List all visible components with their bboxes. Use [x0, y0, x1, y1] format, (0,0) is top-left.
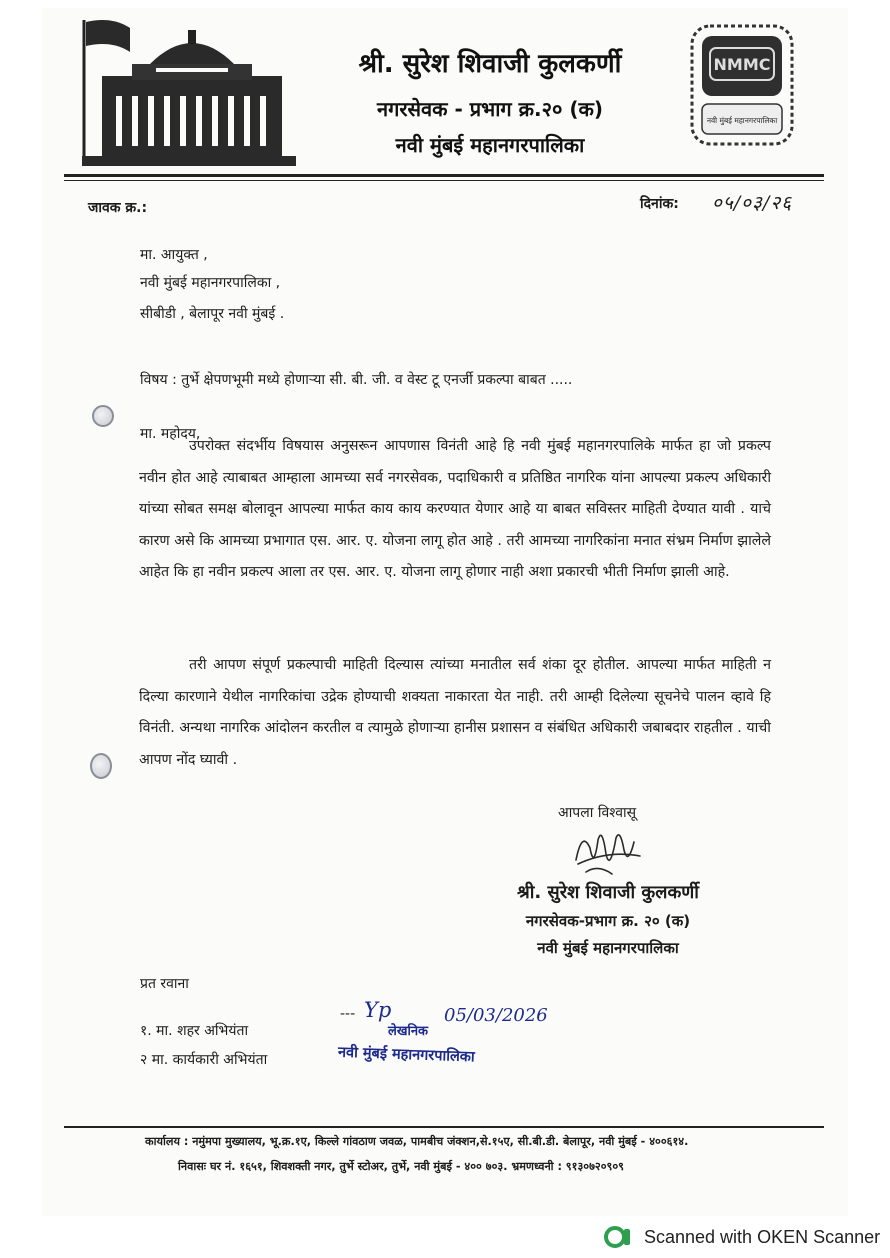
- stamp-received-date: 05/03/2026: [444, 1005, 548, 1026]
- stamp-corporation: नवी मुंबई महानगरपालिका: [337, 1044, 475, 1066]
- letterhead-corporation: नवी मुंबई महानगरपालिका: [395, 133, 585, 157]
- copy-to-item: २ मा. कार्यकारी अभियंता: [140, 1052, 268, 1068]
- addressee-line-3: सीबीडी , बेलापूर नवी मुंबई .: [140, 306, 285, 322]
- footer-residence-address: निवासः घर नं. १६५१, शिवशक्ती नगर, तुर्भे स्टोअर, तुर्भे, नवी मुंबई - ४०० ७०३. भ्रमणध्वनी : ९१३०७२०९०९: [178, 1160, 624, 1173]
- copy-to-item: १. मा. शहर अभियंता: [140, 1023, 249, 1039]
- signatory-post: नगरसेवक-प्रभाग क्र. २० (क): [525, 912, 691, 930]
- footer-office-address: कार्यालय : नमुंमपा मुख्यालय, भू.क्र.१ए, किल्ले गांवठाण जवळ, पामबीच जंक्शन,से.१५ए, सी.बी.डी. बेलापूर, नवी मुंबई - ४००६१४.: [145, 1135, 689, 1148]
- date-value: ०५/०३/२६: [712, 192, 793, 214]
- nmmc-seal-logo: [688, 20, 796, 150]
- closing-phrase: आपला विश्वासू: [558, 805, 637, 821]
- stamp-initials: Yp: [364, 998, 392, 1022]
- scanner-watermark: [604, 1226, 880, 1248]
- signatory-corporation: नवी मुंबई महानगरपालिका: [537, 939, 679, 957]
- copy-to-heading: प्रत रवाना: [140, 976, 189, 992]
- reference-number-label: जावक क्र.:: [88, 200, 148, 216]
- stamp-dash: ---: [340, 1006, 356, 1022]
- body-paragraph-2: तरी आपण संपूर्ण प्रकल्पाची माहिती दिल्यास त्यांच्या मनातील सर्व शंका दूर होतील. आपल्या मार्फत माहिती न दिल्या कारणाने येथील नागरिकांचा उद्रेक होण्याची शक्यता नाकारता येत नाही. तरी आम्ही दिलेल्या सूचनेचे पालन व्हावे हि विनंती. अन्यथा नागरिक आंदोलन करतील व त्यामुळे होणाऱ्या हानीस प्रशासन व संबंधित अधिकारी जबाबदार राहतील . याची आपण नोंद घ्यावी .: [139, 657, 771, 768]
- letterhead-post: नगरसेवक - प्रभाग क्र.२० (क): [377, 97, 603, 121]
- svg-text:नवी मुंबई महानगरपालिका: नवी मुंबई महानगरपालिका: [706, 116, 778, 125]
- municipal-building-logo: [72, 12, 304, 172]
- punch-hole-bottom: [90, 753, 112, 779]
- scanner-logo-icon: [604, 1226, 632, 1248]
- signatory-name: श्री. सुरेश शिवाजी कुलकर्णी: [517, 882, 699, 903]
- scanner-watermark-text: Scanned with OKEN Scanner: [644, 1226, 881, 1247]
- addressee-line-2: नवी मुंबई महानगरपालिका ,: [140, 275, 281, 291]
- handwritten-signature: [568, 820, 648, 880]
- punch-hole-top: [92, 405, 114, 427]
- addressee-line-1: मा. आयुक्त ,: [140, 247, 208, 263]
- subject-line: विषय : तुर्भे क्षेपणभूमी मध्ये होणाऱ्या सी. बी. जी. व वेस्ट टू एनर्जी प्रकल्पा बाबत .....: [140, 372, 573, 388]
- salutation: मा. महोदय,: [140, 426, 201, 442]
- header-divider: [64, 174, 824, 177]
- letterhead-name: श्री. सुरेश शिवाजी कुलकर्णी: [358, 49, 622, 79]
- footer-divider: [64, 1126, 824, 1128]
- stamp-role: लेखनिक: [388, 1024, 429, 1039]
- svg-text:NMMC: NMMC: [713, 55, 771, 74]
- body-paragraph-1: उपरोक्त संदर्भीय विषयास अनुसरून आपणास विनंती आहे हि नवी मुंबई महानगरपालिके मार्फत हा जो प्रकल्प नवीन होत आहे त्याबाबत आम्हाला आमच्या सर्व नगरसेवक, पदाधिकारी व प्रतिष्ठित नागरिक यांना आपल्या प्रकल्प अधिकारी यांच्या सोबत समक्ष बोलावून आपल्या मार्फत काय काय करण्यात येणार आहे या बाबत सविस्तर माहिती देण्यात यावी . याचे कारण असे कि आमच्या प्रभागात एस. आर. ए. योजना लागू होत आहे . तरी आमच्या नागरिकांना मनात संभ्रम निर्माण झालेले आहेत कि हा नवीन प्रकल्प आला तर एस. आर. ए. योजना लागू होणार नाही अशा प्रकारची भीती निर्माण झाली आहे.: [139, 438, 771, 580]
- date-label: दिनांक:: [640, 196, 679, 212]
- header-divider-thin: [64, 180, 824, 181]
